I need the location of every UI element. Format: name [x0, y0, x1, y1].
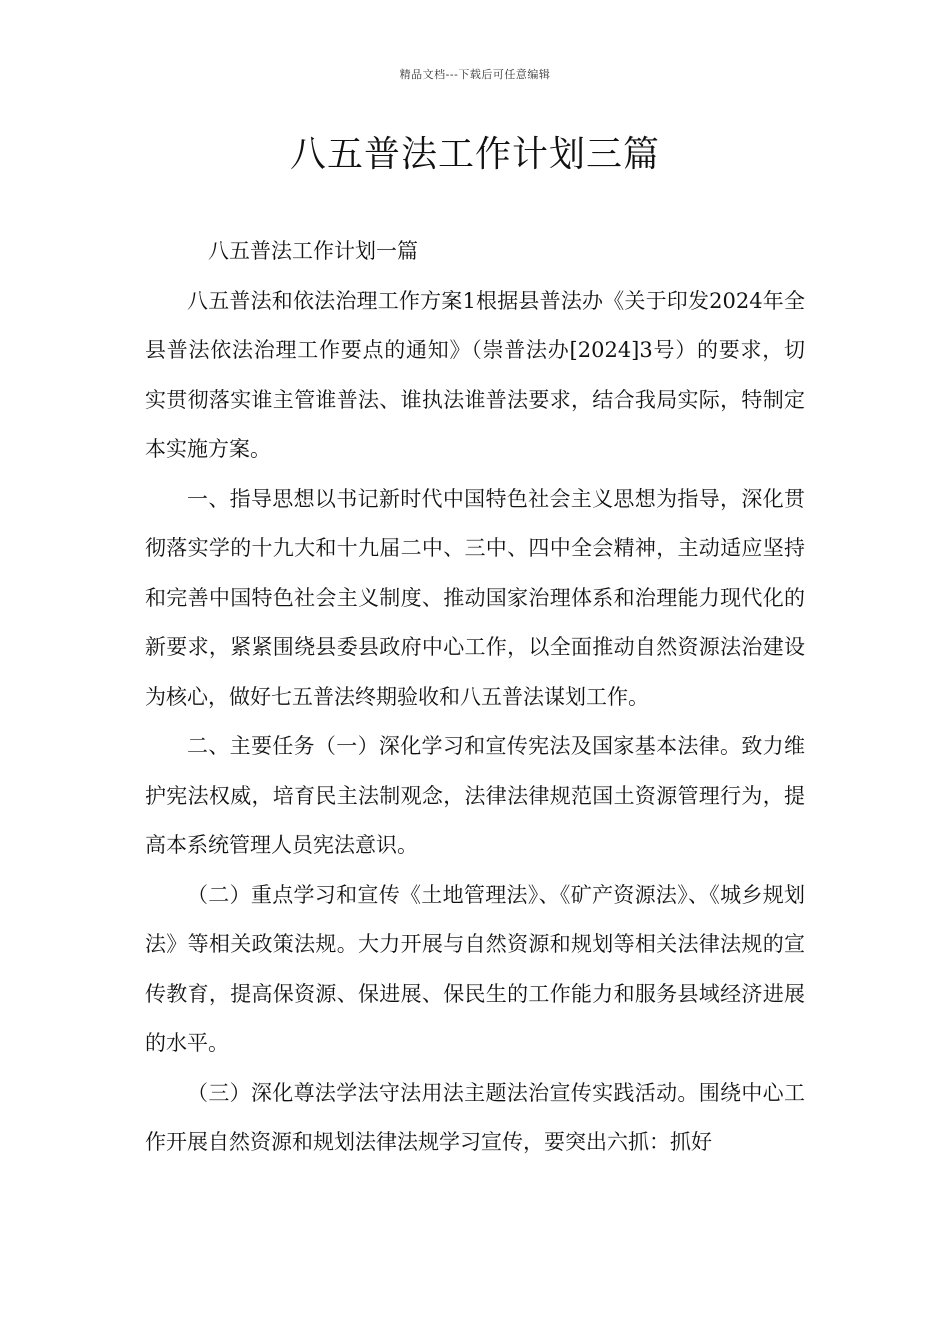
paragraph-guiding-thought: 一、指导思想以书记新时代中国特色社会主义思想为指导，深化贯彻落实学的十九大和十九届二中、三中、四中全会精神，主动适应坚持和完善中国特色社会主义制度、推动国家治理体系和治理能力现代化的新要求，紧紧围绕县委县政府中心工作，以全面推动自然资源法治建设为核心，做好七五普法终期验收和八五普法谋划工作。	[145, 486, 805, 709]
document-title: 八五普法工作计划三篇	[289, 134, 660, 175]
section-subtitle: 八五普法工作计划一篇	[208, 239, 418, 263]
document-body	[145, 227, 805, 1168]
paragraph-intro: 八五普法和依法治理工作方案1根据县普法办《关于印发2024年全县普法依法治理工作要点的通知》（崇普法办[2024]3号）的要求，切实贯彻落实谁主管谁普法、谁执法谁普法要求，结合我局实际，特制定本实施方案。	[145, 288, 805, 461]
paragraph-main-tasks: 二、主要任务（一）深化学习和宣传宪法及国家基本法律。致力维护宪法权威，培育民主法制观念，法律法律规范国土资源管理行为，提高本系统管理人员宪法意识。	[145, 734, 805, 857]
paragraph-task-two: （二）重点学习和宣传《土地管理法》、《矿产资源法》、《城乡规划法》等相关政策法规。大力开展与自然资源和规划等相关法律法规的宣传教育，提高保资源、保进展、保民生的工作能力和服务县域经济进展的水平。	[145, 882, 805, 1055]
header-note: 精品文档---下载后可任意编辑	[399, 68, 551, 81]
paragraph-task-three: （三）深化尊法学法守法用法主题法治宣传实践活动。围绕中心工作开展自然资源和规划法律法规学习宣传，要突出六抓：抓好	[145, 1080, 805, 1154]
